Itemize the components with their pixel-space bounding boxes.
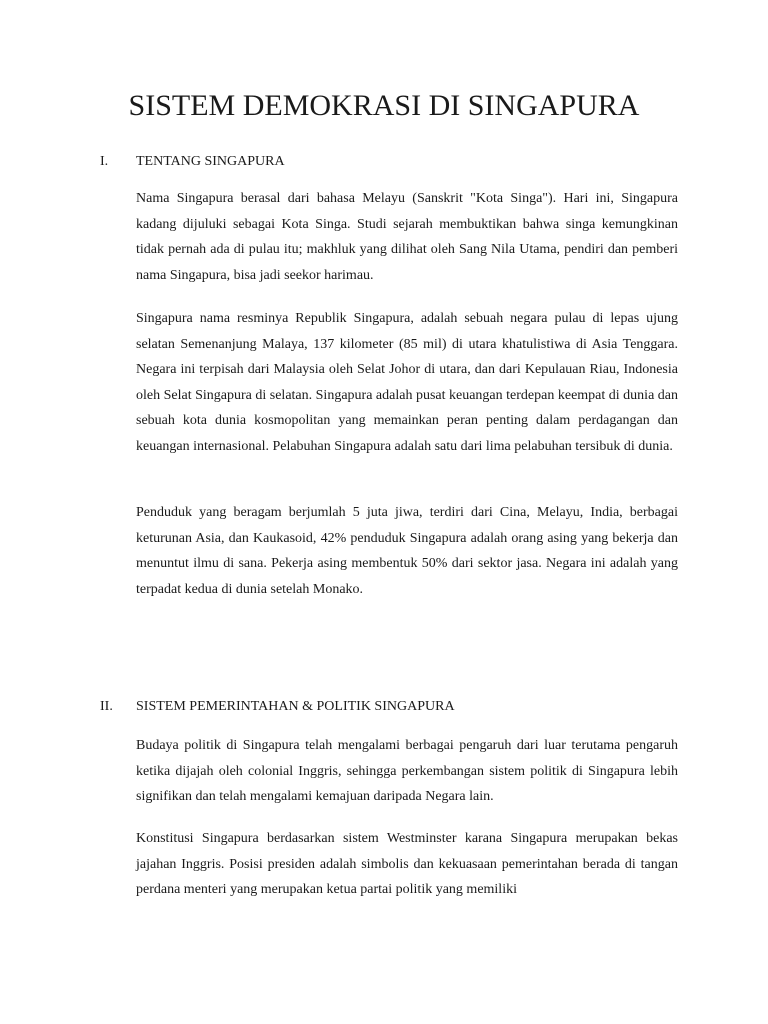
paragraph-penduduk: Penduduk yang beragam berjumlah 5 juta jiwa, terdiri dari Cina, Melayu, India, berbagai keturunan Asia, dan Kaukasoid, 42% penduduk Singapura adalah orang asing yang bekerja dan menuntut ilmu di sana. Pekerja asing membentuk 50% dari sektor jasa. Negara ini adalah yang terpadat kedua di dunia setelah Monako. [136,505,678,597]
paragraph-konstitusi: Konstitusi Singapura berdasarkan sistem Westminster karana Singapura merupakan bekas jajahan Inggris. Posisi presiden adalah simbolis dan kekuasaan pemerintahan berada di tangan perdana menteri yang merupakan ketua partai politik yang memiliki [136,831,678,898]
section-title: TENTANG SINGAPURA [136,154,285,169]
paragraph-asal-nama: Nama Singapura berasal dari bahasa Melayu (Sanskrit "Kota Singa"). Hari ini, Singapura kadang dijuluki sebagai Kota Singa. Studi sejarah membuktikan bahwa singa kemungkinan tidak pernah ada di pulau itu; makhluk yang dilihat oleh Sang Nila Utama, pendiri dan pemberi nama Singapura, bisa jadi seekor harimau. [136,191,678,283]
paragraph-budaya-politik: Budaya politik di Singapura telah mengalami berbagai pengaruh dari luar terutama pengaruh ketika dijajah oleh colonial Inggris, sehingga perkembangan sistem politik di Singapura lebih signifikan dan telah mengalami kemajuan daripada Negara lain. [136,738,678,805]
document-title: SISTEM DEMOKRASI DI SINGAPURA [128,89,640,122]
section-heading-sistem-pemerintahan [100,697,700,717]
paragraph-republik-singapura: Singapura nama resminya Republik Singapura, adalah sebuah negara pulau di lepas ujung selatan Semenanjung Malaya, 137 kilometer (85 mil) di utara khatulistiwa di Asia Tenggara. Negara ini terpisah dari Malaysia oleh Selat Johor di utara, dan dari Kepulauan Riau, Indonesia oleh Selat Singapura di selatan. Singapura adalah pusat keuangan terdepan keempat di dunia dan sebuah kota dunia kosmopolitan yang memainkan peran penting dalam perdagangan dan keuangan internasional. Pelabuhan Singapura adalah satu dari lima pelabuhan tersibuk di dunia. [136,311,678,454]
section-number: II. [100,699,113,714]
section-number: I. [100,154,109,169]
section-heading-tentang-singapura [100,152,700,172]
section-title: SISTEM PEMERINTAHAN & POLITIK SINGAPURA [136,699,455,714]
